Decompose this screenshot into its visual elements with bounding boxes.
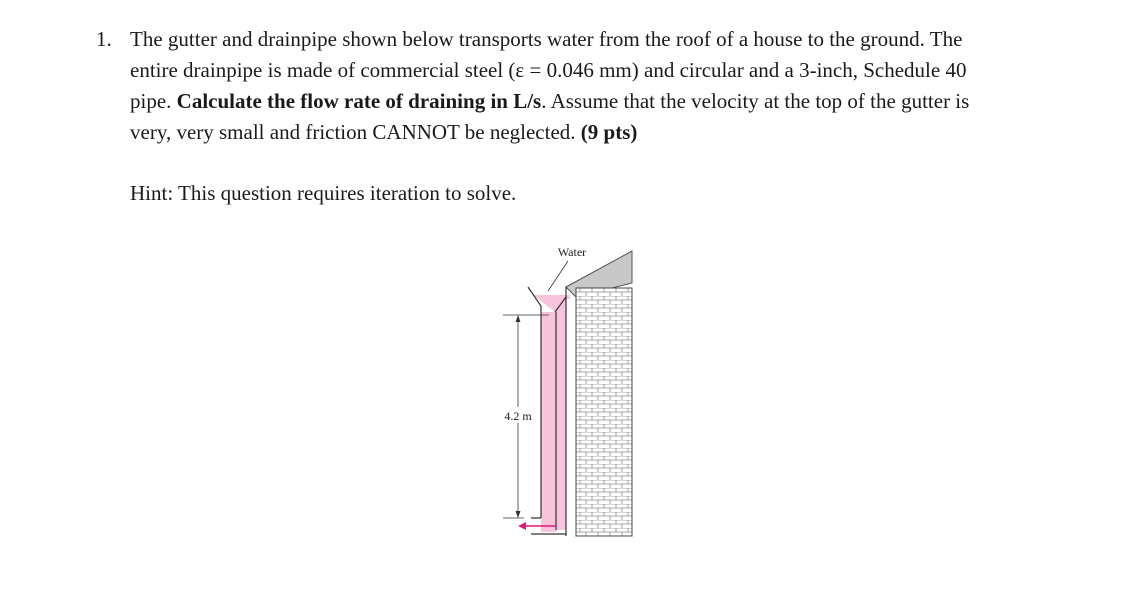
line3-pre: pipe. xyxy=(130,89,177,113)
height-label: 4.2 m xyxy=(504,409,532,423)
dimension-arrow-top xyxy=(516,315,521,322)
dimension-arrow-bottom xyxy=(516,511,521,518)
water-in-pipe xyxy=(541,312,556,532)
problem-number: 1. xyxy=(96,27,112,51)
points-label: (9 pts) xyxy=(580,120,638,144)
water-leader-line xyxy=(548,261,568,291)
line3-post: . Assume that the velocity at the top of the gutter is xyxy=(541,89,970,113)
statement-line-1: The gutter and drainpipe shown below transports water from the roof of a house to the ground. The xyxy=(130,27,963,51)
outflow-arrowhead xyxy=(518,522,526,530)
line4-pre: very, very small and friction CANNOT be neglected. xyxy=(130,120,581,144)
hint-text: Hint: This question requires iteration to solve. xyxy=(130,181,517,205)
water-label: Water xyxy=(557,245,587,259)
brick-wall xyxy=(576,288,632,536)
statement-line-2: entire drainpipe is made of commercial steel (ε = 0.046 mm) and circular and a 3-inch, Schedule 40 xyxy=(130,58,967,82)
calculate-instruction: Calculate the flow rate of draining in L/s xyxy=(176,89,542,113)
